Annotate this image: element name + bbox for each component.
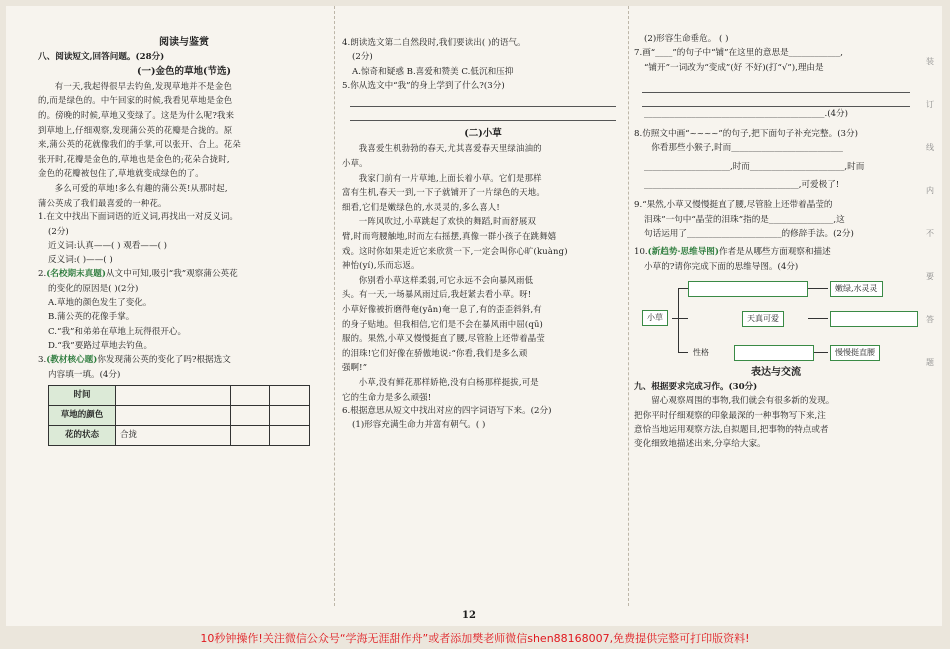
passage-line: 的,而是绿色的。中午回家的时候,我看见草地是金色 (38, 95, 233, 106)
passage1 (38, 79, 330, 210)
table-cell-closed: 合拢 (116, 425, 231, 445)
mind-map (642, 278, 918, 358)
q4-text[interactable]: 4.朗读选文第二自然段时,我们要读出( )的语气。 (342, 38, 526, 48)
q3-text: 你发现蒲公英的变化了吗?根据选文 (97, 355, 231, 366)
answer-line[interactable] (642, 93, 910, 107)
q5-text: 5.你从选文中“我”的身上学到了什么?(3分) (342, 80, 505, 91)
q4-options: A.惊奇和疑惑 B.喜爱和赞美 C.低沉和压抑 (352, 66, 514, 77)
q2-option: B.蒲公英的花像手掌。 (48, 312, 135, 323)
table-cell[interactable] (230, 405, 270, 425)
q6-item1[interactable]: (1)形容充满生命力并富有朝气。( ) (352, 420, 486, 431)
passage-line: 有一天,我起得很早去钓鱼,发现草地并不是金色 (54, 80, 233, 91)
q2-text: 从文中可知,吸引“我”观察蒲公英花 (105, 269, 238, 280)
binding-char: 内 (926, 186, 934, 195)
q3-table (48, 385, 310, 446)
passage-line: 细看,它们是嫩绿色的,水灵灵的,多么喜人! (342, 201, 500, 212)
q8-line4[interactable]: ____________________________________,可爱极了! (644, 180, 840, 191)
passage-line: 小草好像被折磨得奄(yǎn)奄一息了,有的歪歪斜斜,有 (342, 304, 542, 315)
binding-char: 要 (926, 272, 934, 281)
passage-line: 我喜爱生机勃勃的春天,尤其喜爱春天里绿油油的 (358, 143, 542, 154)
answer-line[interactable] (642, 79, 910, 93)
q8-line2[interactable]: 你看那些小猴子,时而__________________________ (651, 143, 843, 154)
essay-line: 意恰当地运用观察方法,自拟题目,把事物的特点或者 (634, 425, 829, 436)
q6-item2[interactable]: (2)形容生命垂危。 ( ) (644, 34, 729, 44)
mind-map-connector (678, 288, 679, 352)
column-3: (2)形容生命垂危。 ( ) 7.画“____”的句子中“铺”在这里的意思是____________, “铺开”一词改为“变成”(好 不好)(打“√”),理由是 __________________________________________.(4分) 8.仿照文中画“~~~~”的句子,把下面句子补充完整。(3分) 你看那些小猴子,时而__________________________ ____________________,时而______________________,时而 ____________________________________,可爱极了! 9.“果然,小草又慢慢挺直了腰,尽管脸上还带着晶莹的 泪珠”一句中“晶莹的泪珠”指的是_______________,这 句话运用了______________________的修辞手法。(2分) 10.(新趋势·思维导图)作者是从哪些方面观察和描述 小草的?请你完成下面的思维导图。(4分) 小草 嫩绿,水灵灵 天真可爱 性格 慢慢挺直腰 表达与交流 九、根据要求完成习作。(30分) 留心观察周围的事物,我们就会有很多新的发现。 把你平时仔细观察的印象最深的一种事物写下来,注 意恰当地运用观察方法,自拟题目,把事物的特点或者 变化细致地描述出来,分享给大家。 (634, 6, 918, 452)
q2-option: C.“我”和弟弟在草地上玩得很开心。 (48, 326, 187, 337)
passage-line: 服的。果然,小草又慢慢挺直了腰,尽管脸上还带着晶莹 (342, 333, 545, 344)
passage-line: 的。傍晚的时候,草地又变绿了。这是为什么呢?我来 (38, 110, 235, 121)
table-header-grass-color: 草地的颜色 (49, 405, 116, 425)
q9-line3[interactable]: 句话运用了______________________的修辞手法。(2分) (644, 228, 854, 239)
table-cell[interactable] (270, 385, 310, 405)
passage-line: 的身子贴地。但我相信,它们是不会在暴风雨中屈(qū) (342, 318, 544, 329)
table-cell[interactable] (116, 405, 231, 425)
q8-header: 八、阅读短文,回答问题。(28分) (38, 52, 165, 63)
answer-line[interactable] (350, 107, 616, 121)
table-cell[interactable] (116, 385, 231, 405)
q7-line3[interactable]: __________________________________________.(4分) (644, 108, 848, 119)
passage-line: 我家门前有一片草地,上面长着小草。它们是那样 (358, 172, 542, 183)
answer-line[interactable] (350, 93, 616, 107)
q8-line1: 8.仿照文中画“~~~~”的句子,把下面句子补充完整。(3分) (634, 129, 858, 140)
passage-line: 它的生命力是多么顽强! (342, 391, 432, 402)
table-cell[interactable] (230, 385, 270, 405)
mind-map-branch3: 慢慢挺直腰 (830, 345, 880, 361)
passage-line: 小草。 (342, 158, 368, 169)
q6-text: 6.根据意思从短文中找出对应的四字词语写下来。(2分) (342, 406, 552, 417)
mind-map-root: 小草 (642, 310, 668, 326)
essay-line: 变化细致地描述出来,分享给大家。 (634, 439, 766, 450)
mind-map-connector (808, 288, 828, 289)
column-2 (342, 6, 624, 433)
passage-line: 小草,没有鲜花那样娇艳,没有白杨那样挺拔,可是 (358, 376, 539, 387)
q1-score: (2分) (48, 226, 69, 237)
passage-line: 到草地上,仔细观察,发现蒲公英的花瓣是合拢的。原 (38, 124, 233, 135)
column-divider (628, 6, 629, 606)
mind-map-connector (814, 352, 828, 353)
binding-char: 答 (926, 315, 934, 324)
binding-char: 订 (926, 100, 934, 109)
mind-map-connector (808, 318, 828, 319)
q1-text: 1.在文中找出下面词语的近义词,再找出一对反义词。 (38, 212, 238, 223)
promo-footer: 10秒钟操作!关注微信公众号“学海无涯甜作舟”或者添加樊老师微信shen88168007,免费提供完整可打印版资料! (200, 632, 750, 645)
q3-tag: (教材核心题) (46, 355, 98, 366)
q4-score: (2分) (352, 52, 373, 63)
mind-map-blank[interactable] (830, 311, 918, 327)
q7-line1[interactable]: 7.画“____”的句子中“铺”在这里的意思是____________, (634, 48, 843, 59)
table-cell[interactable] (270, 405, 310, 425)
q1-synonyms[interactable]: 近义词:认真——( ) 观看——( ) (48, 240, 168, 251)
table-header-time: 时间 (49, 385, 116, 405)
essay-line: 留心观察周围的事物,我们就会有很多新的发现。 (651, 396, 835, 407)
mind-map-connector (678, 318, 688, 319)
binding-char: 题 (926, 358, 934, 367)
q10-tag: (新趋势·思维导图) (647, 247, 719, 258)
mind-map-branch1: 嫩绿,水灵灵 (830, 281, 883, 297)
q9-line2[interactable]: 泪珠”一句中“晶莹的泪珠”指的是_______________,这 (644, 214, 845, 225)
binding-char: 不 (926, 229, 934, 238)
essay-line: 把你平时仔细观察的印象最深的一种事物写下来,注 (634, 410, 826, 421)
passage-line: 戏。这时你如果走近它来欣赏一下,一定会叫你心旷(kuàng) (342, 245, 568, 256)
passage-line: 神怡(yí),乐而忘返。 (342, 260, 420, 271)
binding-char: 线 (926, 143, 934, 152)
table-header-flower-state: 花的状态 (49, 425, 116, 445)
mind-map-connector (678, 288, 688, 289)
passage1-title: (一)金色的草地(节选) (137, 65, 231, 77)
q2-option: A.草地的颜色发生了变化。 (48, 298, 152, 309)
column-divider (334, 6, 335, 606)
mind-map-blank[interactable] (688, 281, 808, 297)
q2-tag: (名校期末真题) (46, 269, 106, 280)
q2-option: D.“我”要路过草地去钓鱼。 (48, 340, 153, 351)
passage2-title: (二)小草 (464, 128, 502, 140)
mind-map-branch3-label: 性格 (693, 347, 709, 357)
q3-line2: 内容填一填。(4分) (48, 369, 121, 380)
passage-line: 蒲公英成了我们最喜爱的一种花。 (38, 197, 167, 208)
q7-line2[interactable]: “铺开”一词改为“变成”(好 不好)(打“√”),理由是 (644, 62, 824, 73)
binding-margin (918, 56, 942, 576)
column-1: 阅读与鉴赏 八、阅读短文,回答问题。(28分) (一)金色的草地(节选) 有一天,我起得很早去钓鱼,发现草地并不是金色 的,而是绿色的。中午回家的时候,我看见草地是金色 的。傍晚的时候,草地又变绿了。这是为什么呢?我来 到草地上,仔细观察,发现蒲公英的花瓣是合拢的。原 来,蒲公英的花就像我们的手掌,可以张开、合上。花朵 张开时,花瓣是金色的,草地也是金色的;花朵合拢时, 金色的花瓣被包住了,草地就变成绿色的了。 多么可爱的草地!多么有趣的蒲公英!从那时起, 蒲公英成了我们最喜爱的一种花。 1.在文中找出下面词语的近义词,再找出一对反义词。 (2分) 近义词:认真——( ) 观看——( ) 反义词:( )——( ) 2.(名校期末真题)从文中可知,吸引“我”观察蒲公英花 的变化的原因是( )(2分) A.草地的颜色发生了变化。 B.蒲公英的花像手掌。 C.“我”和弟弟在草地上玩得很开心。 D.“我”要路过草地去钓鱼。 3.(教材核心题)你发现蒲公英的变化了吗?根据选文 内容填一填。(4分) 时间 草地的颜色 花的状态 合拢 (38, 6, 330, 446)
table-cell[interactable] (270, 425, 310, 445)
mind-map-branch2: 天真可爱 (742, 311, 784, 327)
q2-line2[interactable]: 的变化的原因是( )(2分) (48, 283, 139, 294)
passage-line: 头。有一天,一场暴风雨过后,我赶紧去看小草。呀! (342, 289, 532, 300)
passage-line: 你别看小草这样柔弱,可它永远不会向暴风雨低 (358, 274, 534, 285)
binding-char: 装 (926, 57, 934, 66)
page-number: 12 (462, 610, 476, 621)
q9-header: 九、根据要求完成习作。(30分) (634, 382, 758, 393)
passage-line: 金色的花瓣被包住了,草地就变成绿色的了。 (38, 168, 204, 179)
table-cell[interactable] (230, 425, 270, 445)
q10-line2: 小草的?请你完成下面的思维导图。(4分) (644, 261, 799, 272)
worksheet-page (6, 6, 942, 626)
passage2 (342, 141, 624, 404)
passage-line: 一阵风吹过,小草跳起了欢快的舞蹈,时而舒展双 (358, 216, 537, 227)
passage-line: 富有生机,春天一到,一下子就铺开了一片绿色的天地。 (342, 187, 545, 198)
q1-antonyms[interactable]: 反义词:( )——( ) (48, 255, 113, 266)
passage-line: 张开时,花瓣是金色的,草地也是金色的;花朵合拢时, (38, 153, 230, 164)
q8-line3[interactable]: ____________________,时而______________________,时而 (644, 161, 865, 172)
q9-line1: 9.“果然,小草又慢慢挺直了腰,尽管脸上还带着晶莹的 (634, 200, 833, 211)
q10-text: 作者是从哪些方面观察和描述 (718, 247, 831, 258)
passage-line: 臂,时而弯腰触地,时而左右摇摆,真像一群小孩子在跳舞嬉 (342, 231, 557, 242)
passage-line: 来,蒲公英的花就像我们的手掌,可以张开、合上。花朵 (38, 139, 241, 150)
mind-map-connector (678, 352, 688, 353)
passage-line: 强啊!” (342, 362, 368, 373)
section-title-writing: 表达与交流 (751, 366, 801, 378)
mind-map-blank[interactable] (734, 345, 814, 361)
passage-line: 多么可爱的草地!多么有趣的蒲公英!从那时起, (54, 183, 228, 194)
passage-line: 的泪珠!它们好像在骄傲地说:“你看,我们是多么顽 (342, 347, 528, 358)
section-title-reading: 阅读与鉴赏 (159, 37, 209, 48)
